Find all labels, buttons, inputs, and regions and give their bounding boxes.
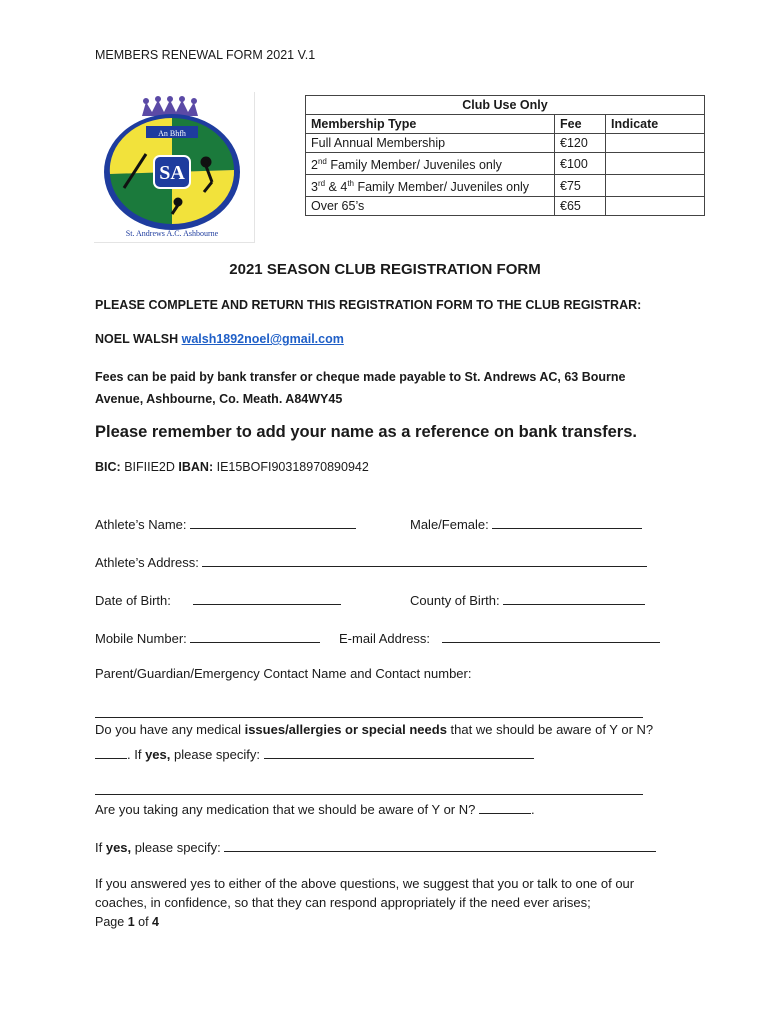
medication-specify-field: If yes, please specify: xyxy=(95,837,656,855)
logo-bottom-text: St. Andrews A.C. Ashbourne xyxy=(125,229,219,238)
indicate-cell[interactable] xyxy=(606,175,705,197)
document-header: MEMBERS RENEWAL FORM 2021 V.1 xyxy=(95,48,316,62)
fee-table-row xyxy=(306,134,705,153)
county-field xyxy=(410,590,645,608)
registrar-line xyxy=(95,332,344,346)
club-logo-frame xyxy=(94,92,255,243)
dob-field xyxy=(95,590,341,608)
emergency-contact-input[interactable] xyxy=(95,717,643,718)
address-field xyxy=(95,552,647,570)
membership-fee: €65 xyxy=(555,197,606,216)
mobile-input[interactable] xyxy=(190,628,320,643)
mobile-field xyxy=(95,628,320,646)
bank-details: BIC: BIFIIE2D IBAN: IE15BOFI90318970890942 xyxy=(95,460,369,474)
registrar-email-link[interactable]: walsh1892noel@gmail.com xyxy=(181,332,344,346)
club-logo xyxy=(102,96,247,238)
indicate-cell[interactable] xyxy=(606,153,705,175)
advice-line: coaches, in confidence, so that they can respond appropriately if the need ever arises; xyxy=(95,895,591,910)
medical-question: Do you have any medical issues/allergies or special needs that we should be aware of Y or N? xyxy=(95,722,654,737)
athlete-name-input[interactable] xyxy=(190,514,356,529)
county-label: County of Birth: xyxy=(410,593,500,608)
gender-input[interactable] xyxy=(492,514,642,529)
email-label: E-mail Address: xyxy=(339,631,431,646)
gender-field xyxy=(410,514,642,532)
membership-fee: €75 xyxy=(555,175,606,197)
registrar-name: NOEL WALSH xyxy=(95,332,179,346)
athlete-name-label: Athlete’s Name: xyxy=(95,517,187,532)
fee-table xyxy=(305,95,705,216)
fee-table-row xyxy=(306,197,705,216)
fee-table-header-fee: Fee xyxy=(555,115,606,134)
fees-note-line: Avenue, Ashbourne, Co. Meath. A84WY45 xyxy=(95,392,343,406)
membership-fee: €120 xyxy=(555,134,606,153)
medical-yn-input[interactable] xyxy=(95,744,127,759)
dob-input[interactable] xyxy=(193,590,341,605)
medical-specify-input[interactable] xyxy=(264,744,534,759)
logo-badge-text: SA xyxy=(159,162,185,184)
fee-table-header-indicate: Indicate xyxy=(606,115,705,134)
address-input[interactable] xyxy=(202,552,647,567)
indicate-cell[interactable] xyxy=(606,134,705,153)
page-footer: Page 1 of 4 xyxy=(95,915,159,929)
email-input[interactable] xyxy=(442,628,660,643)
gender-label: Male/Female: xyxy=(410,517,489,532)
medical-extra-input[interactable] xyxy=(95,794,643,795)
membership-fee: €100 xyxy=(555,153,606,175)
indicate-cell[interactable] xyxy=(606,197,705,216)
athlete-name-field xyxy=(95,514,356,532)
emergency-contact-label: Parent/Guardian/Emergency Contact Name and Contact number: xyxy=(95,666,472,681)
reminder-heading: Please remember to add your name as a reference on bank transfers. xyxy=(95,423,637,441)
form-title: 2021 SEASON CLUB REGISTRATION FORM xyxy=(229,261,541,278)
advice-text xyxy=(95,874,634,912)
fee-table-row xyxy=(306,153,705,175)
medical-specify-line: . If yes, please specify: xyxy=(95,744,534,762)
fees-note xyxy=(95,366,625,410)
instruction-text: PLEASE COMPLETE AND RETURN THIS REGISTRATION FORM TO THE CLUB REGISTRAR: xyxy=(95,298,642,312)
fee-table-header-type: Membership Type xyxy=(306,115,555,134)
fees-note-line: Fees can be paid by bank transfer or cheque made payable to St. Andrews AC, 63 Bourne xyxy=(95,370,626,384)
email-field xyxy=(339,628,660,646)
logo-top-text: An Bhfh xyxy=(158,129,186,138)
crown-icon xyxy=(142,96,198,116)
fee-table-caption: Club Use Only xyxy=(306,96,705,115)
membership-type: Over 65’s xyxy=(306,197,555,216)
medication-specify-input[interactable] xyxy=(224,837,656,852)
county-input[interactable] xyxy=(503,590,645,605)
fee-table-row xyxy=(306,175,705,197)
membership-type: 3rd & 4th Family Member/ Juveniles only xyxy=(306,175,555,197)
advice-line: If you answered yes to either of the above questions, we suggest that you or talk to one of our xyxy=(95,876,635,891)
membership-type: 2nd Family Member/ Juveniles only xyxy=(306,153,555,175)
membership-type: Full Annual Membership xyxy=(306,134,555,153)
medication-yn-input[interactable] xyxy=(479,799,531,814)
address-label: Athlete’s Address: xyxy=(95,555,199,570)
mobile-label: Mobile Number: xyxy=(95,631,187,646)
medication-question: Are you taking any medication that we should be aware of Y or N? . xyxy=(95,799,535,817)
dob-label: Date of Birth: xyxy=(95,593,171,608)
